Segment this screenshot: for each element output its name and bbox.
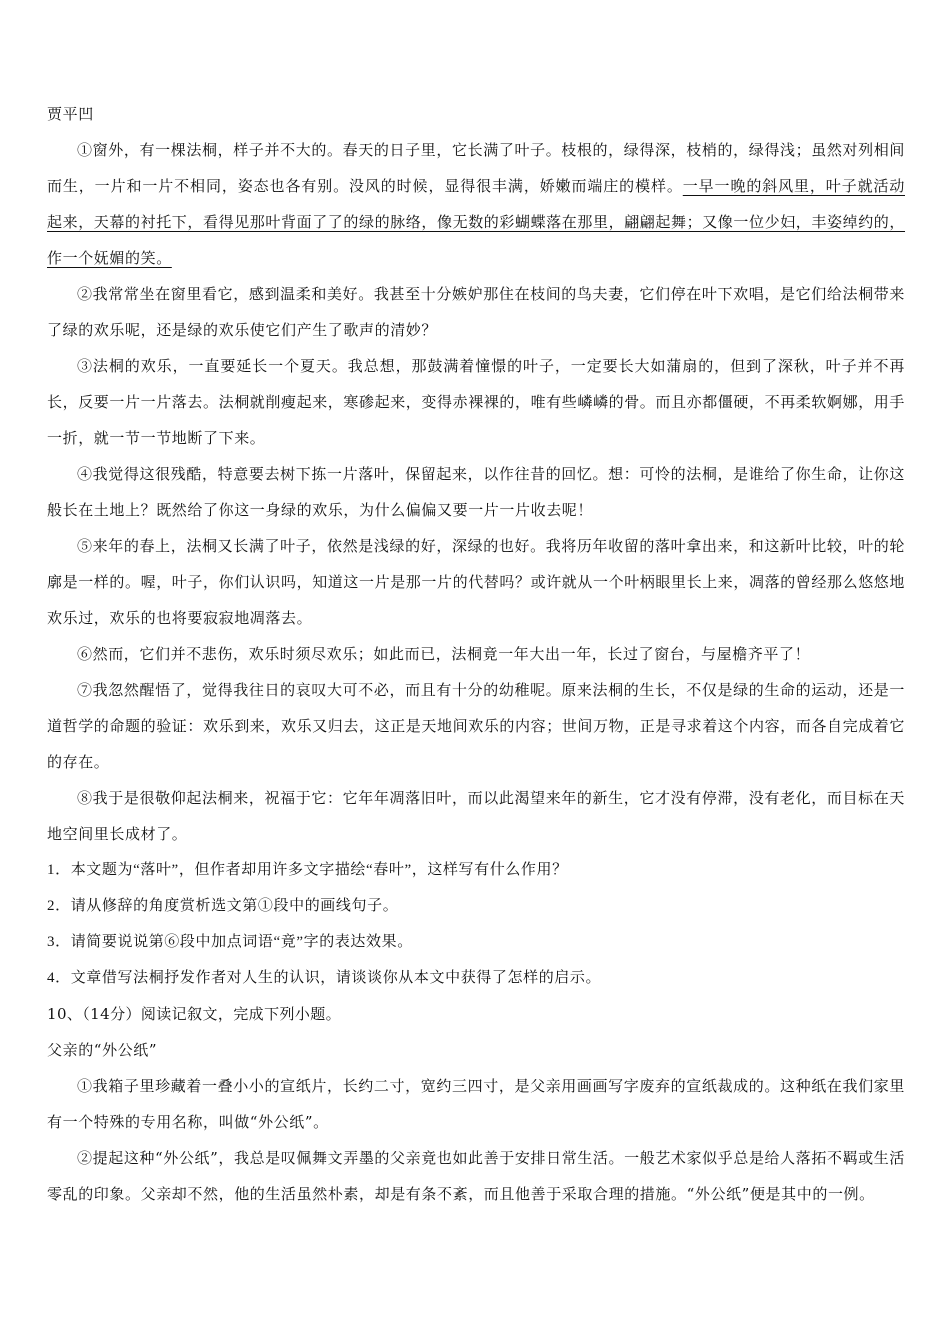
paragraph-5: ⑤来年的春上，法桐又长满了叶子，依然是浅绿的好，深绿的也好。我将历年收留的落叶拿出来，和这新叶比较，叶的轮廓是一样的。喔，叶子，你们认识吗，知道这一片是那一片的代替吗？或许就从一个叶柄眼里长上来，凋落的曾经那么悠悠地欢乐过，欢乐的也将要寂寂地凋落去。: [47, 537, 906, 627]
paragraph-4: ④我觉得这很残酷，特意要去树下拣一片落叶，保留起来，以作往昔的回忆。想：可怜的法桐，是谁给了你生命，让你这般长在土地上？既然给了你这一身绿的欢乐，为什么偏偏又要一片一片收去呢！: [47, 465, 905, 519]
paragraph-8: ⑧我于是很敬仰起法桐来，祝福于它：它年年凋落旧叶，而以此渴望来年的新生，它才没有停滞，没有老化，而目标在天地空间里长成材了。: [47, 789, 905, 843]
question-4: 4．文章借写法桐抒发作者对人生的认识，请谈谈你从本文中获得了怎样的启示。: [47, 970, 602, 986]
paragraph-6: ⑥然而，它们并不悲伤，欢乐时须尽欢乐；如此而已，法桐竟一年大出一年，长过了窗台，与屋檐齐平了！: [77, 645, 811, 663]
section-heading: 10、（14分）阅读记叙文，完成下列小题。: [47, 1005, 342, 1023]
article-title: 父亲的“外公纸”: [47, 1041, 158, 1059]
paragraph-2: ②我常常坐在窗里看它，感到温柔和美好。我甚至十分嫉妒那住在枝间的鸟夫妻，它们停在叶下欢唱，是它们给法桐带来了绿的欢乐呢，还是绿的欢乐使它们产生了歌声的清妙？: [47, 285, 905, 339]
underlined-sentence: 一早一晚的斜风里，叶子就活动起来，天幕的衬托下，看得见那叶背面了了的绿的脉络，像无数的彩蝴蝶落在那里，翩翩起舞；又像一位少妇，丰姿绰约的，作一个妩媚的笑。: [47, 177, 906, 267]
paragraph-1-text: ①窗外，有一棵法桐，样子并不大的。春天的日子里，它长满了叶子。枝根的，绿得深，枝梢的，绿得浅；虽然对列相间而生，一片和一片不相同，姿态也各有别。没风的时候，显得很丰满，娇嫩而端庄的模样。: [47, 141, 905, 195]
article-paragraph-2: ②提起这种“外公纸”，我总是叹佩舞文弄墨的父亲竟也如此善于安排日常生活。一般艺术家似乎总是给人落拓不羁或生活零乱的印象。父亲却不然，他的生活虽然朴素，却是有条不紊，而且他善于采取合理的措施。“外公纸”便是其中的一例。: [47, 1149, 905, 1203]
article-paragraph-1: ①我箱子里珍藏着一叠小小的宣纸片，长约二寸，宽约三四寸，是父亲用画画写字废弃的宣纸裁成的。这种纸在我们家里有一个特殊的专用名称，叫做“外公纸”。: [47, 1077, 905, 1131]
paragraph-7: ⑦我忽然醒悟了，觉得我往日的哀叹大可不必，而且有十分的幼稚呢。原来法桐的生长，不仅是绿的生命的运动，还是一道哲学的命题的验证：欢乐到来，欢乐又归去，这正是天地间欢乐的内容；世间万物，正是寻求着这个内容，而各自完成着它的存在。: [47, 681, 906, 771]
author-name: 贾平凹: [47, 105, 94, 123]
question-3: 3．请简要说说第⑥段中加点词语“竟”字的表达效果。: [47, 934, 413, 950]
question-2: 2．请从修辞的角度赏析选文第①段中的画线句子。: [47, 898, 399, 914]
document-content: [47, 96, 905, 1212]
paragraph-3: ③法桐的欢乐，一直要延长一个夏天。我总想，那鼓满着憧憬的叶子，一定要长大如蒲扇的，但到了深秋，叶子并不再长，反要一片一片落去。法桐就削瘦起来，寒碜起来，变得赤裸裸的，唯有些嶙嶙的骨。而且亦都僵硬，不再柔软婀娜，用手一折，就一节一节地断了下来。: [47, 357, 906, 447]
question-1: 1．本文题为“落叶”，但作者却用许多文字描绘“春叶”，这样写有什么作用？: [47, 862, 568, 878]
paragraph-1: [47, 132, 905, 276]
